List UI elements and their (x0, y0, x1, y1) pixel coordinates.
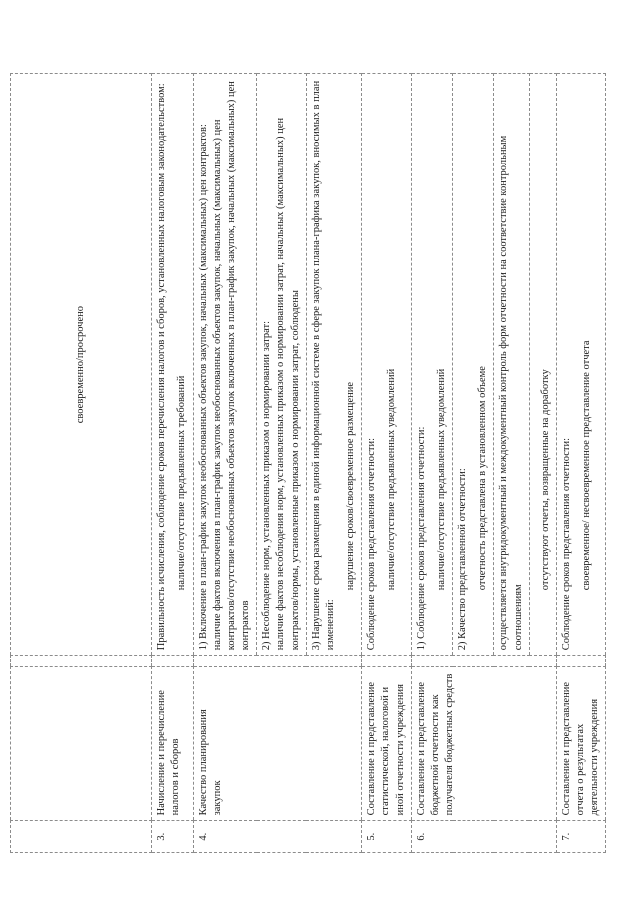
criteria-result: отсутствуют отчеты, возвращенные на доработку (539, 369, 551, 591)
criteria-cell (152, 74, 193, 656)
criteria-result: отчетность представлена в установленном объеме (477, 366, 489, 591)
result-text-value: своевременно/просрочено (75, 306, 86, 424)
criteria-cell (362, 74, 412, 656)
criteria-cell (494, 74, 529, 656)
row-gap (362, 656, 412, 667)
criteria-result: наличие/отсутствие предъявленных уведомлений (435, 368, 447, 591)
criteria-cell (257, 74, 307, 656)
table-body (11, 74, 606, 853)
criteria-line: 1) Соблюдение сроков представления отчетности: (415, 426, 427, 651)
table-row (556, 74, 606, 853)
row-number: 7. (556, 821, 606, 853)
criteria-line: наличие фактов несоблюдения норм, установленных приказом о нормировании затрат, начальных (максимальных) цен контрактов/нормы, установленные приказом о нормировании затрат, соблюдены (275, 117, 301, 651)
row-number: 6. (411, 821, 556, 853)
table-row (193, 74, 257, 853)
row-number: 5. (362, 821, 412, 853)
criteria-line: 1) Включение в план-график закупок необоснованных объектов закупок, начальных (максимальных) цен контрактов: (197, 124, 209, 651)
row-gap (193, 656, 362, 667)
criteria-cell (556, 74, 606, 656)
criteria-line: наличие фактов включения в план-график закупок необоснованных объектов закупок, начальных (максимальных) цен контрактов/отсутствие необоснованных объектов закупок включенных в план-график закупок, начальных (максимальных) цен контрактов (211, 81, 252, 651)
row-gap (411, 656, 556, 667)
row-gap (556, 656, 606, 667)
row-number: 4. (193, 821, 362, 853)
criteria-line: 2) Качество представленной отчетности: (457, 468, 469, 651)
criteria-line: 3) Нарушение срока размещения в единой информационной системе в сфере закупок плана-графика закупок, вносимых в план изменений: (310, 80, 336, 651)
criteria-line: осуществляется внутридокументный и междокументный контроль форм отчетности на соответствие контрольным соотношениям (498, 135, 524, 651)
criteria-table (10, 73, 606, 853)
criteria-line: Соблюдение сроков представления отчетности: (366, 437, 378, 651)
table-row (152, 74, 193, 853)
criteria-result: наличие/отсутствие предъявленных уведомлений (386, 368, 398, 591)
row-name: Составление и представление бюджетной отчетности как получателя бюджетных средств (411, 667, 556, 821)
table-row-header (11, 74, 152, 853)
row-name: Качество планирования закупок (193, 667, 362, 821)
row-gap (152, 656, 193, 667)
criteria-cell (193, 74, 257, 656)
criteria-result: нарушение сроков/своевременное размещение (345, 381, 357, 591)
criteria-cell (453, 74, 494, 656)
row-name: Составление и представление статистической, налоговой и иной отчетности учреждения (362, 667, 412, 821)
criteria-result: своевременное/ несвоевременное представление отчета (581, 340, 593, 591)
criteria-cell (411, 74, 452, 656)
cell-name-empty (11, 667, 152, 821)
criteria-line: Правильность исчисления, соблюдение сроков перечисления налогов и сборов, установленных налоговым законодательством: (156, 83, 168, 651)
cell-num-empty (11, 821, 152, 853)
result-text (11, 74, 152, 656)
criteria-line: 2) Несоблюдение норм, установленных приказом о нормировании затрат: (261, 320, 273, 651)
criteria-line: Соблюдение сроков представления отчетности: (560, 437, 572, 651)
row-number: 3. (152, 821, 193, 853)
table-row (411, 74, 452, 853)
cell-gap-empty (11, 656, 152, 667)
row-name: Начисление и перечисление налогов и сборов (152, 667, 193, 821)
criteria-cell (306, 74, 362, 656)
criteria-cell (529, 74, 556, 656)
criteria-result: наличие/отсутствие предъявленных требований (176, 375, 188, 591)
table-row (362, 74, 412, 853)
row-name: Составление и представление отчета о результатах деятельности учреждения (556, 667, 606, 821)
